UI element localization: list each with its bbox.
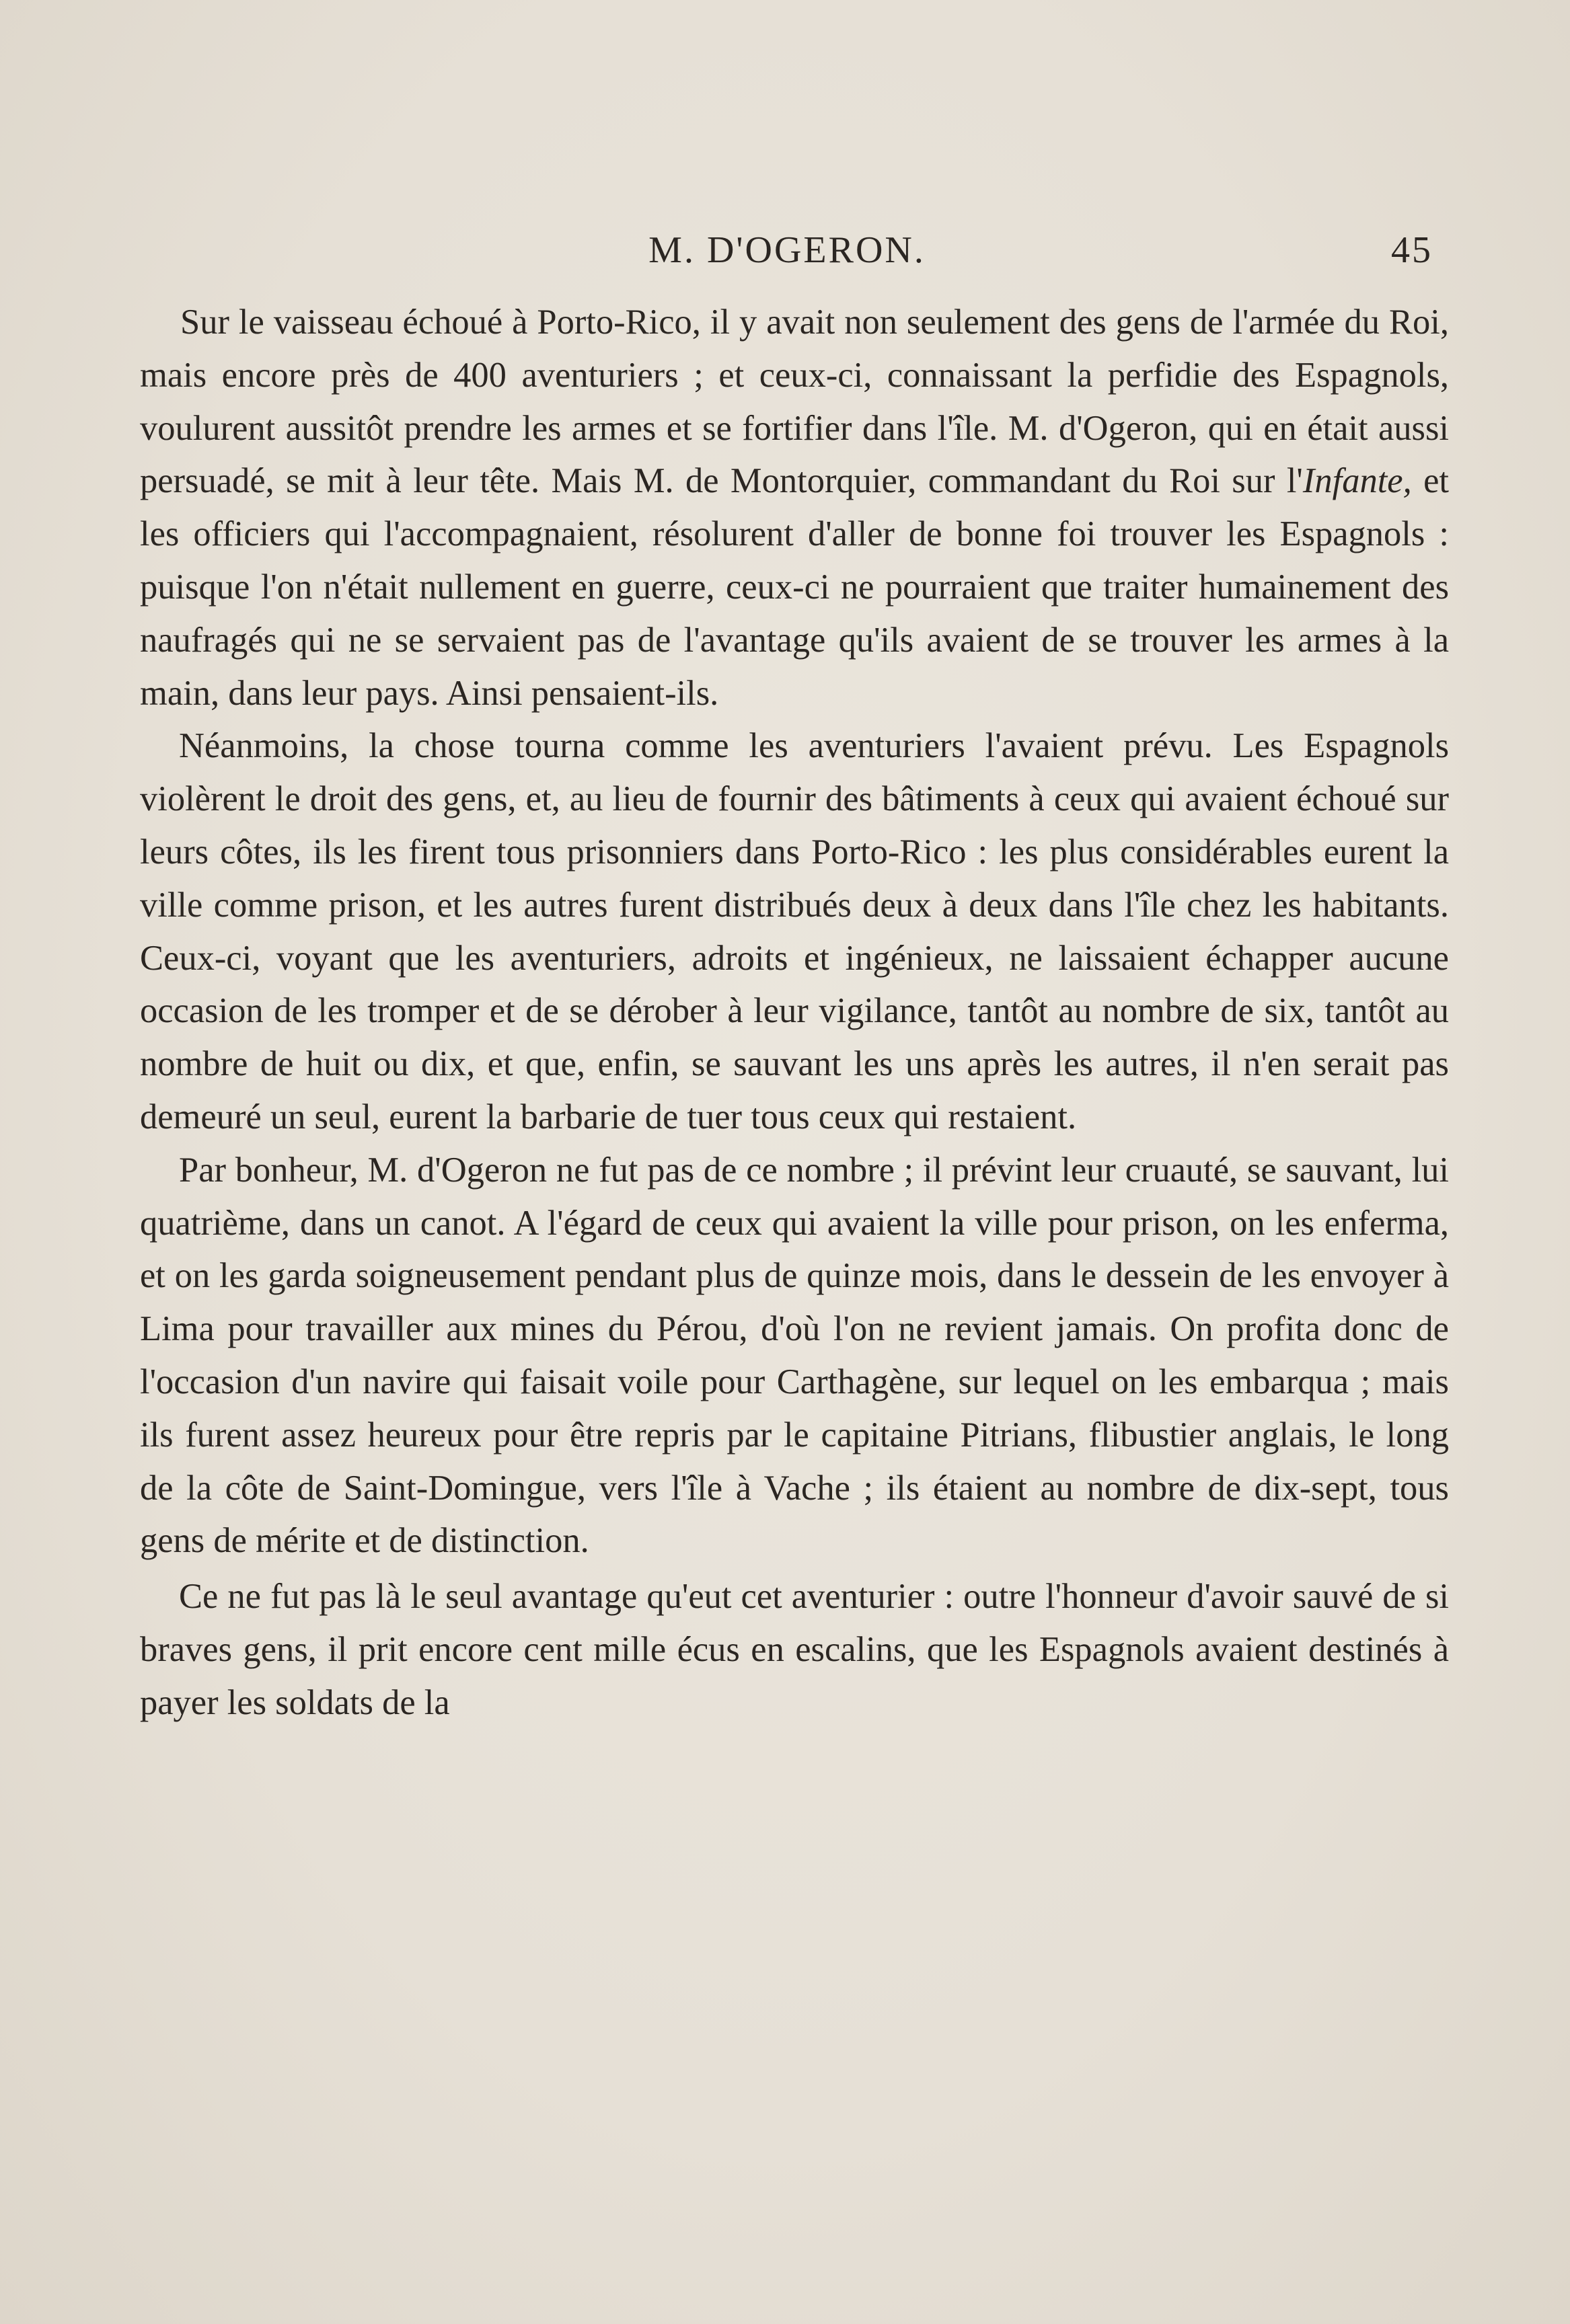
italic-ship-name: Infante, <box>1302 461 1412 501</box>
paragraph: Néanmoins, la chose tourna comme les aventuriers l'avaient prévu. Les Espagnols violèrent le droit des gens, et, au lieu de fournir des bâtiments à ceux qui avaient échoué sur leurs côtes, ils les firent tous prisonniers dans Porto-Rico : les plus considérables eurent la ville comme prison, et les autres furent distribués deux à deux dans l'île chez les habitants. Ceux-ci, voyant que les aventuriers, adroits et ingénieux, ne laissaient échapper aucune occasion de les tromper et de se dérober à leur vigilance, tantôt au nombre de six, tantôt au nombre de huit ou dix, et que, enfin, se sauvant les uns après les autres, il n'en serait pas demeuré un seul, eurent la barbarie de tuer tous ceux qui restaient. <box>140 726 1449 1136</box>
paragraph: Par bonheur, M. d'Ogeron ne fut pas de ce nombre ; il prévint leur cruauté, se sauvant, lui quatrième, dans un canot. A l'égard de ceux qui avaient la ville pour prison, on les enferma, et on les garda soigneusement pendant plus de quinze mois, dans le dessein de les envoyer à Lima pour travailler aux mines du Pérou, d'où l'on ne revient jamais. On profita donc de l'occasion d'un navire qui faisait voile pour Carthagène, sur lequel on les embarqua ; mais ils furent assez heureux pour être repris par le capitaine Pitrians, flibustier anglais, le long de la côte de Saint-Domingue, vers l'île à Vache ; ils étaient au nombre de dix-sept, tous gens de mérite et de distinction. <box>140 1150 1449 1561</box>
paragraph-text: et les officiers qui l'accompagnaient, résolurent d'aller de bonne foi trouver les Espagnols : puisque l'on n'était nullement en guerre, ceux-ci ne pourraient que traiter humainement des naufragés qui ne se servaient pas de l'avantage qu'ils avaient de se trouver les armes à la main, dans leur pays. Ainsi pensaient-ils. <box>140 461 1449 713</box>
page-number: 45 <box>1391 229 1433 271</box>
paragraph <box>140 296 1449 720</box>
body-text <box>140 296 1449 1730</box>
running-title: M. D'OGERON. <box>648 229 926 271</box>
page-header <box>141 229 1433 282</box>
paragraph-text: Sur le vaisseau échoué à Porto-Rico, il y avait non seulement des gens de l'armée du Roi, mais encore près de 400 aventuriers ; et ceux-ci, connaissant la perfidie des Espagnols, voulurent aussitôt prendre les armes et se fortifier dans l'île. M. d'Ogeron, qui en était aussi persuadé, se mit à leur tête. Mais M. de Montorquier, commandant du Roi sur l' <box>140 303 1449 501</box>
paragraph: Ce ne fut pas là le seul avantage qu'eut cet aventurier : outre l'honneur d'avoir sauvé de si braves gens, il prit encore cent mille écus en escalins, que les Espagnols avaient destinés à payer les soldats de la <box>140 1577 1449 1722</box>
